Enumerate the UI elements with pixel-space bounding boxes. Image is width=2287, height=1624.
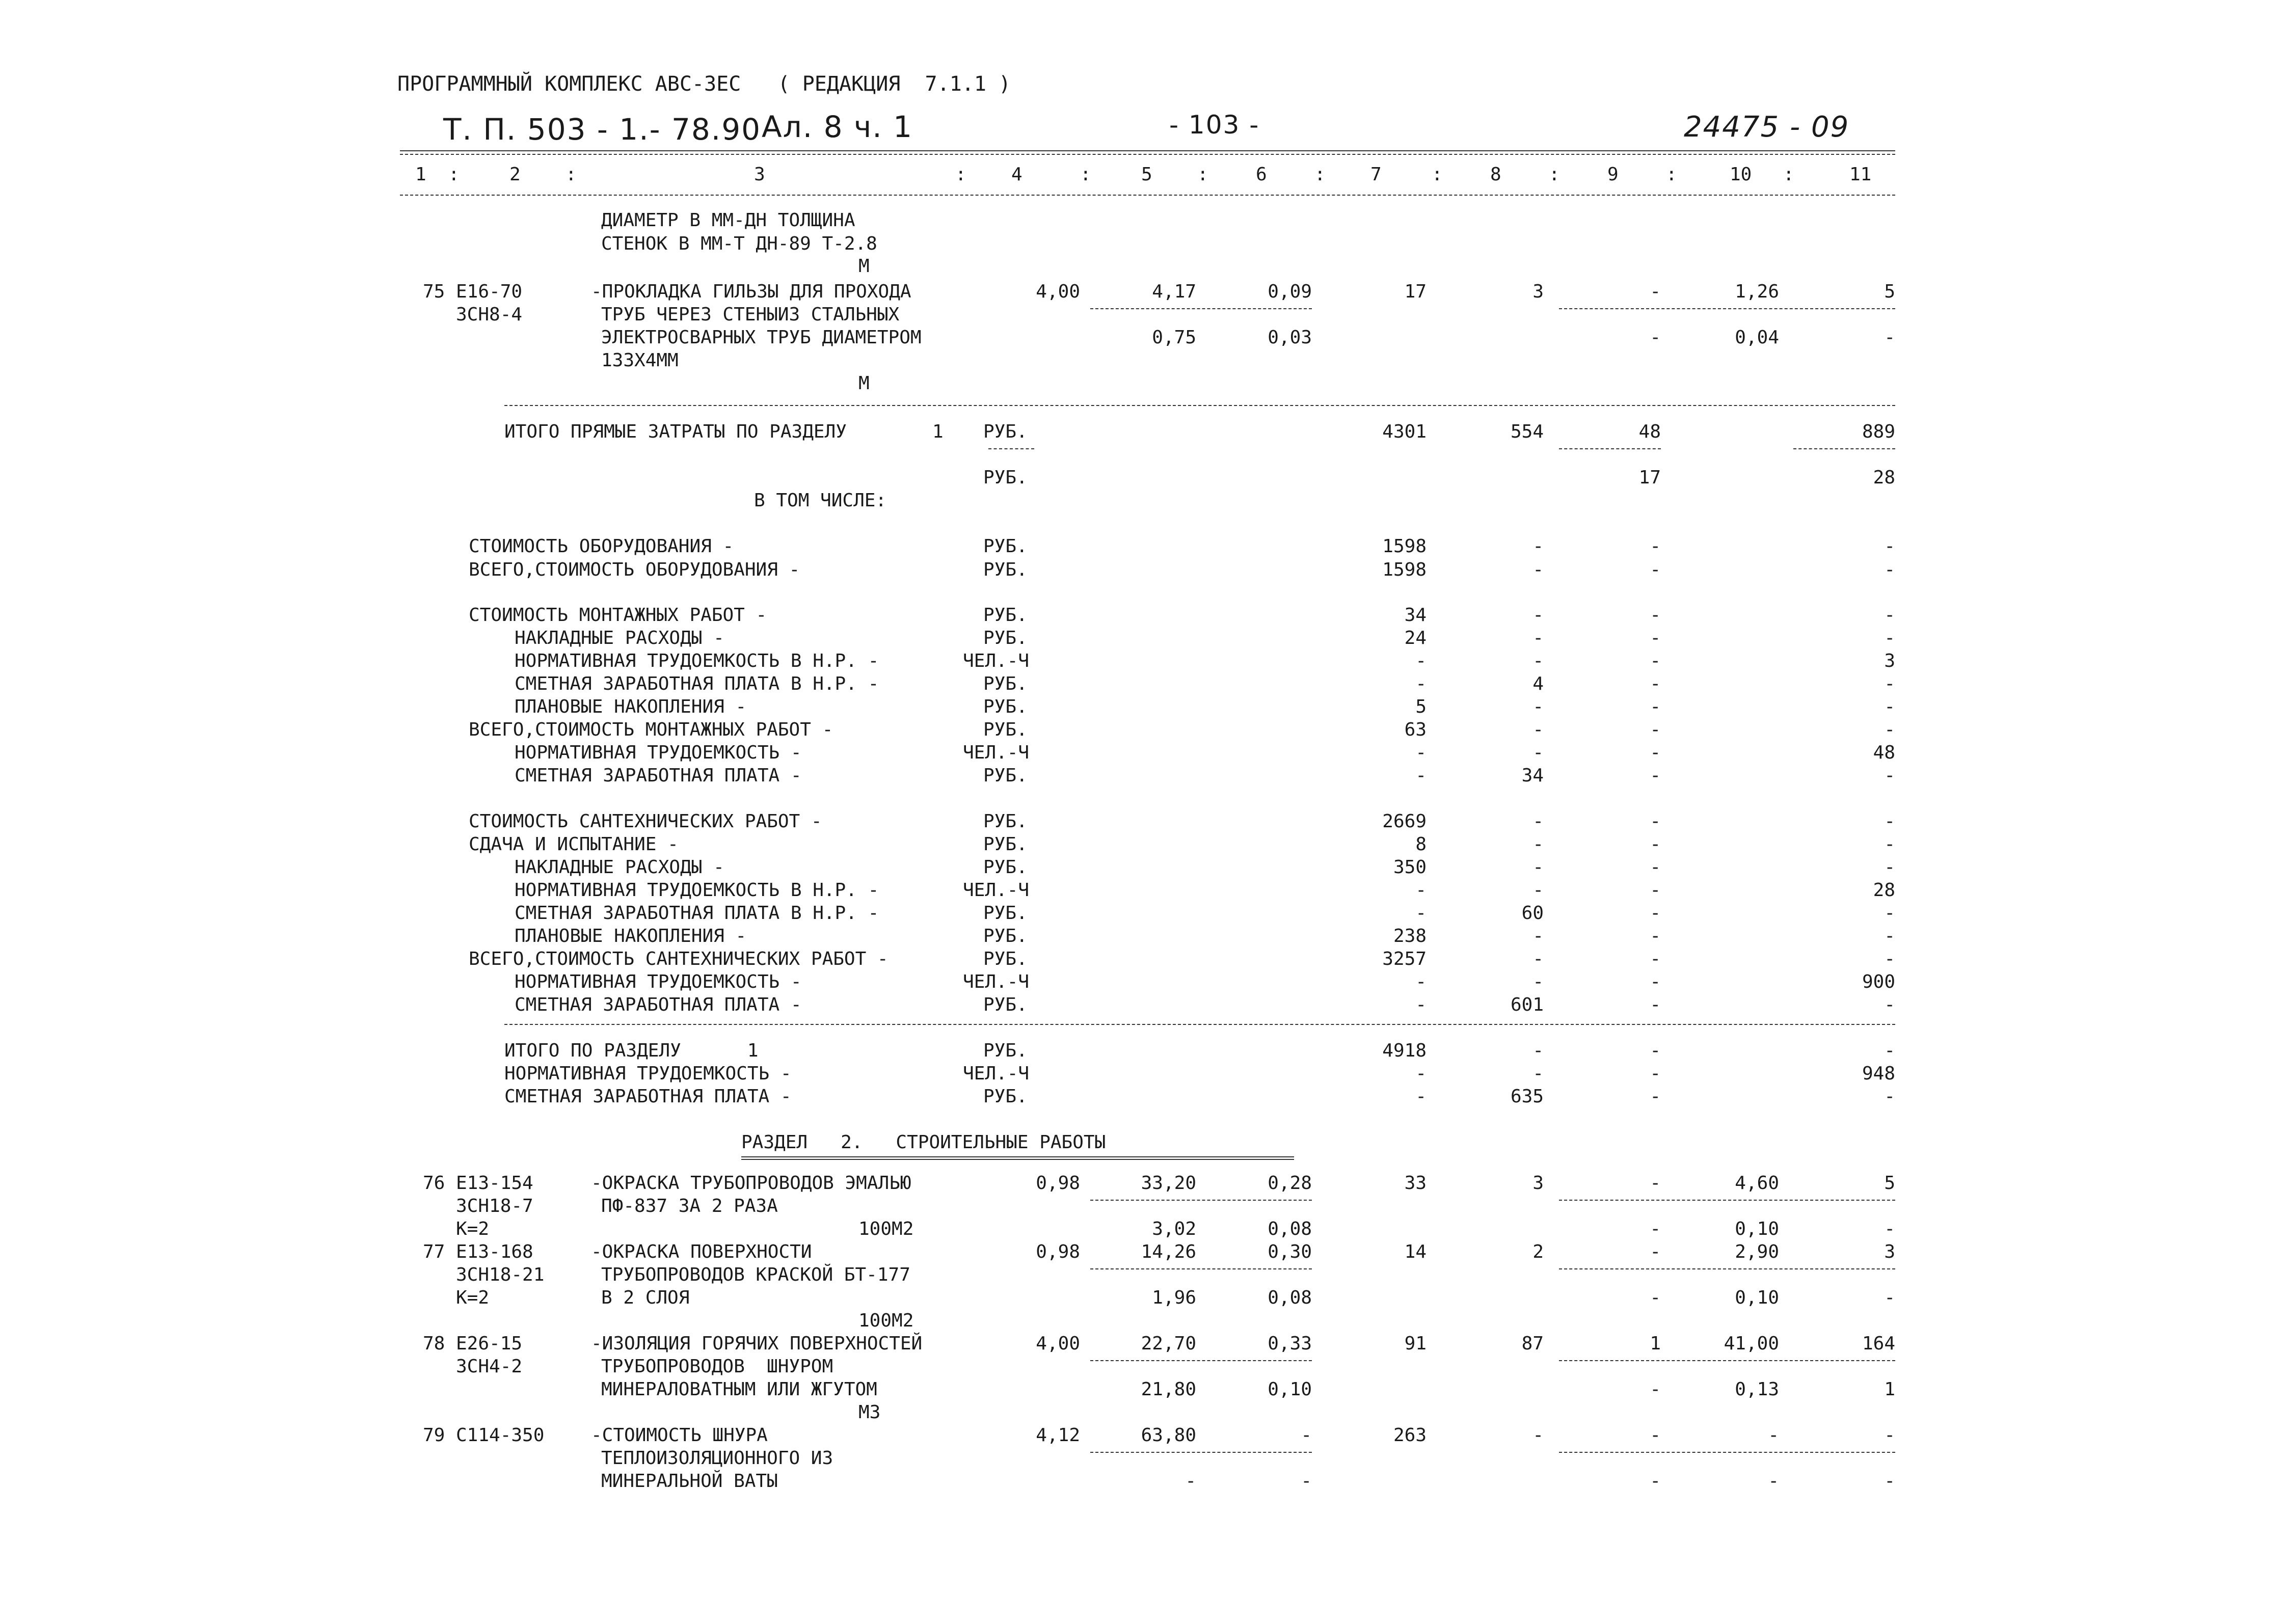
unit-label: РУБ.	[983, 673, 1028, 694]
col9-value: -	[1650, 857, 1661, 878]
unit-label: РУБ.	[983, 994, 1028, 1015]
col9-value: -	[1650, 605, 1661, 626]
summary-label: СТОИМОСТЬ ОБОРУДОВАНИЯ -	[469, 536, 734, 557]
item-code: Е13-168	[456, 1241, 533, 1262]
col8-value: -	[1532, 605, 1544, 626]
col7-value: -	[1415, 971, 1427, 992]
unit-label: РУБ.	[983, 536, 1028, 557]
col8-value: 635	[1510, 1086, 1544, 1107]
col4-value: 4,00	[1036, 1333, 1080, 1354]
total-section: 1	[932, 421, 944, 442]
document-number: 24475 - 09	[1684, 111, 1850, 144]
col7-value: 24	[1404, 628, 1427, 648]
col10-wage: 0,04	[1735, 327, 1779, 348]
col11-wage: -	[1884, 1287, 1895, 1308]
col6-wage: 0,08	[1268, 1219, 1312, 1239]
item-coefficient: К=2	[456, 1219, 490, 1239]
col8-value: -	[1532, 719, 1544, 740]
summary-label: НОРМАТИВНАЯ ТРУДОЕМКОСТЬ -	[504, 1063, 792, 1084]
summary-label: ВСЕГО,СТОИМОСТЬ ОБОРУДОВАНИЯ -	[469, 559, 800, 580]
col7-value: -	[1415, 651, 1427, 671]
col10-value: 4,60	[1735, 1173, 1779, 1194]
col9-value: -	[1650, 719, 1661, 740]
col11-value: -	[1884, 559, 1895, 580]
summary-label: НАКЛАДНЫЕ РАСХОДЫ -	[515, 857, 724, 878]
col4-value: 4,00	[1036, 281, 1080, 302]
column-separator: :	[566, 164, 577, 185]
unit-label: ЧЕЛ.-Ч	[963, 651, 1030, 671]
summary-label: СМЕТНАЯ ЗАРАБОТНАЯ ПЛАТА -	[515, 994, 802, 1015]
column-separator: :	[1197, 164, 1208, 185]
desc-line: ТРУБОПРОВОДОВ КРАСКОЙ БТ-177	[601, 1264, 910, 1285]
col7-value: -	[1415, 1063, 1427, 1084]
col11-value: -	[1884, 605, 1895, 626]
item-code: ЗСН18-7	[456, 1196, 533, 1216]
col11-value: 48	[1873, 742, 1895, 763]
col9-value: -	[1650, 834, 1661, 855]
col8-value: -	[1532, 880, 1544, 901]
unit-label: РУБ.	[983, 949, 1028, 969]
col8-value: 34	[1521, 765, 1544, 786]
item-number: 76	[423, 1173, 445, 1194]
cell-underline	[988, 448, 1034, 449]
col9-wage: -	[1650, 1287, 1661, 1308]
col9-value: -	[1650, 1040, 1661, 1061]
column-number: 2	[509, 164, 521, 185]
unit-label: РУБ.	[983, 857, 1028, 878]
col6-wage: 0,03	[1268, 327, 1312, 348]
col11-value: 3	[1884, 1241, 1895, 1262]
col8-value: 554	[1510, 421, 1544, 442]
desc-line: СТЕНОК В ММ-Т ДН-89 Т-2.8	[601, 233, 877, 254]
column-separator: :	[1549, 164, 1560, 185]
col8-value: 3	[1532, 281, 1544, 302]
col8-value: -	[1532, 536, 1544, 557]
col8-value: 2	[1532, 1241, 1544, 1262]
desc-line: ПФ-837 ЗА 2 РАЗА	[601, 1196, 778, 1216]
summary-label: НОРМАТИВНАЯ ТРУДОЕМКОСТЬ -	[515, 742, 802, 763]
col9-value: -	[1650, 926, 1661, 946]
column-number: 11	[1849, 164, 1872, 185]
including-label: В ТОМ ЧИСЛЕ:	[754, 490, 887, 511]
summary-label: ПЛАНОВЫЕ НАКОПЛЕНИЯ -	[515, 926, 747, 946]
summary-label: НОРМАТИВНАЯ ТРУДОЕМКОСТЬ -	[515, 971, 802, 992]
col7-value: 91	[1404, 1333, 1427, 1354]
col7-value: 8	[1415, 834, 1427, 855]
unit-label: РУБ.	[983, 719, 1028, 740]
col7-value: 263	[1393, 1425, 1427, 1446]
unit-label: М	[858, 373, 870, 394]
summary-label: ИТОГО ПО РАЗДЕЛУ 1	[504, 1040, 759, 1061]
program-header: ПРОГРАММНЫЙ КОМПЛЕКС АВС-ЗЕС ( РЕДАКЦИЯ 7.1.1 )	[397, 72, 1011, 96]
col8-value: 87	[1521, 1333, 1544, 1354]
col8-value: -	[1532, 971, 1544, 992]
column-number: 8	[1490, 164, 1501, 185]
col9-value: -	[1650, 742, 1661, 763]
col11-value: 164	[1862, 1333, 1895, 1354]
col8-value: 60	[1521, 903, 1544, 924]
col5-value: 33,20	[1141, 1173, 1196, 1194]
col9-value: -	[1650, 903, 1661, 924]
item-number: 77	[423, 1241, 445, 1262]
desc-line: -ОКРАСКА ТРУБОПРОВОДОВ ЭМАЛЬЮ	[591, 1173, 911, 1194]
col7-value: -	[1415, 1086, 1427, 1107]
col11-value: -	[1884, 536, 1895, 557]
col9-value: -	[1650, 1086, 1661, 1107]
summary-label: НОРМАТИВНАЯ ТРУДОЕМКОСТЬ В Н.Р. -	[515, 651, 879, 671]
col9-value: -	[1650, 536, 1661, 557]
col9-value: -	[1650, 880, 1661, 901]
item-number: 75	[423, 281, 445, 302]
unit-label: РУБ.	[983, 605, 1028, 626]
col8-value: -	[1532, 949, 1544, 969]
desc-line: -ПРОКЛАДКА ГИЛЬЗЫ ДЛЯ ПРОХОДА	[591, 281, 911, 302]
section-title: РАЗДЕЛ 2. СТРОИТЕЛЬНЫЕ РАБОТЫ	[741, 1132, 1106, 1153]
col9-value: -	[1650, 696, 1661, 717]
desc-line: ТЕПЛОИЗОЛЯЦИОННОГО ИЗ	[601, 1448, 833, 1469]
col11-value: -	[1884, 857, 1895, 878]
col11-value: 5	[1884, 281, 1895, 302]
col7-value: 14	[1404, 1241, 1427, 1262]
col9-value: -	[1650, 559, 1661, 580]
column-number: 3	[754, 164, 765, 185]
col7-value: 34	[1404, 605, 1427, 626]
page-number: - 103 -	[1169, 110, 1260, 140]
column-separator: :	[1783, 164, 1794, 185]
cell-underline	[1090, 1200, 1312, 1201]
col5-value: 14,26	[1141, 1241, 1196, 1262]
summary-label: СДАЧА И ИСПЫТАНИЕ -	[469, 834, 679, 855]
unit-label: М3	[858, 1402, 881, 1423]
unit-label: ЧЕЛ.-Ч	[963, 880, 1030, 901]
project-code: Т. П. 503 - 1.- 78.90	[443, 112, 762, 147]
col10-wage: -	[1768, 1471, 1779, 1492]
col9-wage: -	[1650, 1471, 1661, 1492]
cell-underline	[1090, 308, 1312, 309]
item-code: ЗСН18-21	[456, 1264, 545, 1285]
cell-underline	[1559, 1360, 1895, 1361]
col11-value: -	[1884, 1040, 1895, 1061]
unit-label: М	[858, 256, 870, 277]
column-rule-top	[400, 154, 1895, 155]
col7-value: -	[1415, 994, 1427, 1015]
unit-label: 100М2	[858, 1310, 914, 1331]
summary-label: НОРМАТИВНАЯ ТРУДОЕМКОСТЬ В Н.Р. -	[515, 880, 879, 901]
col9-value: -	[1650, 1241, 1661, 1262]
desc-line: В 2 СЛОЯ	[601, 1287, 690, 1308]
col11-value: -	[1884, 834, 1895, 855]
col9-value: -	[1650, 673, 1661, 694]
col11-wage: 1	[1884, 1379, 1895, 1400]
col7-value: 4918	[1382, 1040, 1427, 1061]
col8-value: -	[1532, 811, 1544, 832]
cell-underline	[1793, 448, 1895, 449]
col7-value: 17	[1404, 281, 1427, 302]
col7-value: -	[1415, 880, 1427, 901]
col11-value: -	[1884, 628, 1895, 648]
unit-label: РУБ.	[983, 926, 1028, 946]
column-separator: :	[955, 164, 966, 185]
col9-value: -	[1650, 281, 1661, 302]
col9-value: -	[1650, 971, 1661, 992]
col9-wage: -	[1650, 327, 1661, 348]
col6-value: 0,09	[1268, 281, 1312, 302]
col11-value: -	[1884, 719, 1895, 740]
summary-label: СТОИМОСТЬ МОНТАЖНЫХ РАБОТ -	[469, 605, 767, 626]
column-number: 6	[1256, 164, 1267, 185]
col5-wage: 3,02	[1152, 1219, 1196, 1239]
col8-value: -	[1532, 742, 1544, 763]
desc-line: ТРУБ ЧЕРЕЗ СТЕНЫИЗ СТАЛЬНЫХ	[601, 304, 900, 325]
col8-value: -	[1532, 857, 1544, 878]
column-number: 1	[415, 164, 426, 185]
col5-value: 63,80	[1141, 1425, 1196, 1446]
summary-label: ВСЕГО,СТОИМОСТЬ МОНТАЖНЫХ РАБОТ -	[469, 719, 833, 740]
col5-wage: -	[1185, 1471, 1196, 1492]
summary-label: СТОИМОСТЬ САНТЕХНИЧЕСКИХ РАБОТ -	[469, 811, 822, 832]
item-number: 78	[423, 1333, 445, 1354]
album-number: Ал. 8 ч. 1	[762, 110, 913, 144]
col11-value: -	[1884, 994, 1895, 1015]
col11-value: -	[1884, 696, 1895, 717]
col7-value: 5	[1415, 696, 1427, 717]
col9-value: -	[1650, 949, 1661, 969]
unit-label: ЧЕЛ.-Ч	[963, 742, 1030, 763]
col11-value: 5	[1884, 1173, 1895, 1194]
unit-label: РУБ.	[983, 1086, 1028, 1107]
desc-line: ЭЛЕКТРОСВАРНЫХ ТРУБ ДИАМЕТРОМ	[601, 327, 922, 348]
summary-label: НАКЛАДНЫЕ РАСХОДЫ -	[515, 628, 724, 648]
col5-wage: 21,80	[1141, 1379, 1196, 1400]
col11-value: -	[1884, 811, 1895, 832]
col9-value: -	[1650, 628, 1661, 648]
col8-value: -	[1532, 628, 1544, 648]
unit-label: РУБ.	[983, 1040, 1028, 1061]
col9-value: 48	[1638, 421, 1661, 442]
col7-value: 4301	[1382, 421, 1427, 442]
col8-value: -	[1532, 651, 1544, 671]
column-rule-bottom	[400, 195, 1895, 196]
desc-line: -ИЗОЛЯЦИЯ ГОРЯЧИХ ПОВЕРХНОСТЕЙ	[591, 1333, 923, 1354]
unit-label: ЧЕЛ.-Ч	[963, 971, 1030, 992]
cell-underline	[1559, 448, 1661, 449]
col9-value: -	[1650, 811, 1661, 832]
col11-value: -	[1884, 673, 1895, 694]
col11-value: 889	[1862, 421, 1895, 442]
col10-value: -	[1768, 1425, 1779, 1446]
col5-wage: 0,75	[1152, 327, 1196, 348]
col7-value: -	[1415, 742, 1427, 763]
cell-underline	[1559, 1200, 1895, 1201]
summary-label: СМЕТНАЯ ЗАРАБОТНАЯ ПЛАТА -	[515, 765, 802, 786]
col11-value: -	[1884, 926, 1895, 946]
col7-value: -	[1415, 903, 1427, 924]
cell-underline	[1090, 1452, 1312, 1453]
col8-value: -	[1532, 1040, 1544, 1061]
column-separator: :	[448, 164, 460, 185]
col11-wage: -	[1884, 1219, 1895, 1239]
cell-underline	[1559, 1452, 1895, 1453]
desc-line: -СТОИМОСТЬ ШНУРА	[591, 1425, 768, 1446]
cell-underline	[1559, 308, 1895, 309]
col8-value: -	[1532, 1063, 1544, 1084]
col9-value: -	[1650, 1063, 1661, 1084]
col8-value: -	[1532, 559, 1544, 580]
col9-wage: 17	[1638, 467, 1661, 488]
col9-wage: -	[1650, 1379, 1661, 1400]
col6-wage: -	[1301, 1471, 1312, 1492]
col4-value: 0,98	[1036, 1173, 1080, 1194]
col7-value: 33	[1404, 1173, 1427, 1194]
item-code: ЗСН4-2	[456, 1356, 523, 1377]
desc-line: МИНЕРАЛОВАТНЫМ ИЛИ ЖГУТОМ	[601, 1379, 877, 1400]
unit-label: РУБ.	[983, 559, 1028, 580]
col7-value: 238	[1393, 926, 1427, 946]
desc-line: -ОКРАСКА ПОВЕРХНОСТИ	[591, 1241, 812, 1262]
col5-value: 4,17	[1152, 281, 1196, 302]
unit-label: 100М2	[858, 1219, 914, 1239]
col10-wage: 0,10	[1735, 1219, 1779, 1239]
item-code: Е26-15	[456, 1333, 523, 1354]
section-title-underline	[741, 1156, 1294, 1160]
col10-value: 2,90	[1735, 1241, 1779, 1262]
desc-line: ДИАМЕТР В ММ-ДН ТОЛЩИНА	[601, 210, 855, 231]
col7-value: 2669	[1382, 811, 1427, 832]
col11-value: 3	[1884, 651, 1895, 671]
col5-wage: 1,96	[1152, 1287, 1196, 1308]
column-number: 5	[1141, 164, 1152, 185]
desc-line: МИНЕРАЛЬНОЙ ВАТЫ	[601, 1471, 778, 1492]
section-rule	[504, 405, 1895, 406]
summary-label: СМЕТНАЯ ЗАРАБОТНАЯ ПЛАТА -	[504, 1086, 792, 1107]
summary-label: ВСЕГО,СТОИМОСТЬ САНТЕХНИЧЕСКИХ РАБОТ -	[469, 949, 889, 969]
cell-underline	[1559, 1268, 1895, 1269]
cell-underline	[1090, 1268, 1312, 1269]
col8-value: -	[1532, 1425, 1544, 1446]
column-number: 9	[1607, 164, 1619, 185]
item-coefficient: К=2	[456, 1287, 490, 1308]
col8-value: 4	[1532, 673, 1544, 694]
column-number: 4	[1011, 164, 1023, 185]
col9-value: -	[1650, 651, 1661, 671]
item-code: С114-350	[456, 1425, 545, 1446]
col6-wage: 0,08	[1268, 1287, 1312, 1308]
column-number: 7	[1370, 164, 1382, 185]
column-separator: :	[1432, 164, 1443, 185]
cell-underline	[1090, 1360, 1312, 1361]
desc-line: ТРУБОПРОВОДОВ ШНУРОМ	[601, 1356, 833, 1377]
col7-value: 1598	[1382, 559, 1427, 580]
col9-value: -	[1650, 994, 1661, 1015]
col11-value: -	[1884, 903, 1895, 924]
unit-label: РУБ.	[983, 421, 1028, 442]
col6-value: 0,33	[1268, 1333, 1312, 1354]
item-code: ЗСН8-4	[456, 304, 523, 325]
column-separator: :	[1080, 164, 1091, 185]
section-rule	[504, 1024, 1895, 1025]
col11-value: -	[1884, 1086, 1895, 1107]
col8-value: 601	[1510, 994, 1544, 1015]
col7-value: 350	[1393, 857, 1427, 878]
col10-value: 1,26	[1735, 281, 1779, 302]
unit-label: РУБ.	[983, 903, 1028, 924]
col11-value: -	[1884, 1425, 1895, 1446]
desc-line: 133Х4ММ	[601, 350, 679, 371]
col7-value: 3257	[1382, 949, 1427, 969]
col8-value: -	[1532, 926, 1544, 946]
summary-label: СМЕТНАЯ ЗАРАБОТНАЯ ПЛАТА В Н.Р. -	[515, 903, 879, 924]
col5-value: 22,70	[1141, 1333, 1196, 1354]
summary-label: СМЕТНАЯ ЗАРАБОТНАЯ ПЛАТА В Н.Р. -	[515, 673, 879, 694]
col9-value: -	[1650, 765, 1661, 786]
col6-value: -	[1301, 1425, 1312, 1446]
col11-wage: -	[1884, 327, 1895, 348]
unit-label: РУБ.	[983, 467, 1028, 488]
col11-value: 28	[1873, 880, 1895, 901]
column-number: 10	[1730, 164, 1752, 185]
col6-value: 0,30	[1268, 1241, 1312, 1262]
col4-value: 0,98	[1036, 1241, 1080, 1262]
col7-value: -	[1415, 765, 1427, 786]
column-separator: :	[1666, 164, 1677, 185]
item-number: 79	[423, 1425, 445, 1446]
summary-label: ПЛАНОВЫЕ НАКОПЛЕНИЯ -	[515, 696, 747, 717]
col8-value: -	[1532, 696, 1544, 717]
item-code: Е13-154	[456, 1173, 533, 1194]
unit-label: РУБ.	[983, 834, 1028, 855]
col9-wage: -	[1650, 1219, 1661, 1239]
col11-value: 900	[1862, 971, 1895, 992]
col6-wage: 0,10	[1268, 1379, 1312, 1400]
col10-wage: 0,10	[1735, 1287, 1779, 1308]
col9-value: -	[1650, 1425, 1661, 1446]
col9-value: -	[1650, 1173, 1661, 1194]
col11-value: -	[1884, 949, 1895, 969]
unit-label: РУБ.	[983, 811, 1028, 832]
col10-value: 41,00	[1724, 1333, 1779, 1354]
col11-value: 948	[1862, 1063, 1895, 1084]
item-code: Е16-70	[456, 281, 523, 302]
col8-value: -	[1532, 834, 1544, 855]
unit-label: РУБ.	[983, 628, 1028, 648]
col10-wage: 0,13	[1735, 1379, 1779, 1400]
unit-label: РУБ.	[983, 696, 1028, 717]
col11-wage: 28	[1873, 467, 1895, 488]
col9-value: 1	[1650, 1333, 1661, 1354]
col8-value: 3	[1532, 1173, 1544, 1194]
col11-value: -	[1884, 765, 1895, 786]
header-rule	[400, 150, 1895, 151]
col7-value: 63	[1404, 719, 1427, 740]
column-separator: :	[1314, 164, 1326, 185]
col7-value: -	[1415, 673, 1427, 694]
col7-value: 1598	[1382, 536, 1427, 557]
unit-label: ЧЕЛ.-Ч	[963, 1063, 1030, 1084]
total-label: ИТОГО ПРЯМЫЕ ЗАТРАТЫ ПО РАЗДЕЛУ	[504, 421, 847, 442]
unit-label: РУБ.	[983, 765, 1028, 786]
col4-value: 4,12	[1036, 1425, 1080, 1446]
col6-value: 0,28	[1268, 1173, 1312, 1194]
col11-wage: -	[1884, 1471, 1895, 1492]
